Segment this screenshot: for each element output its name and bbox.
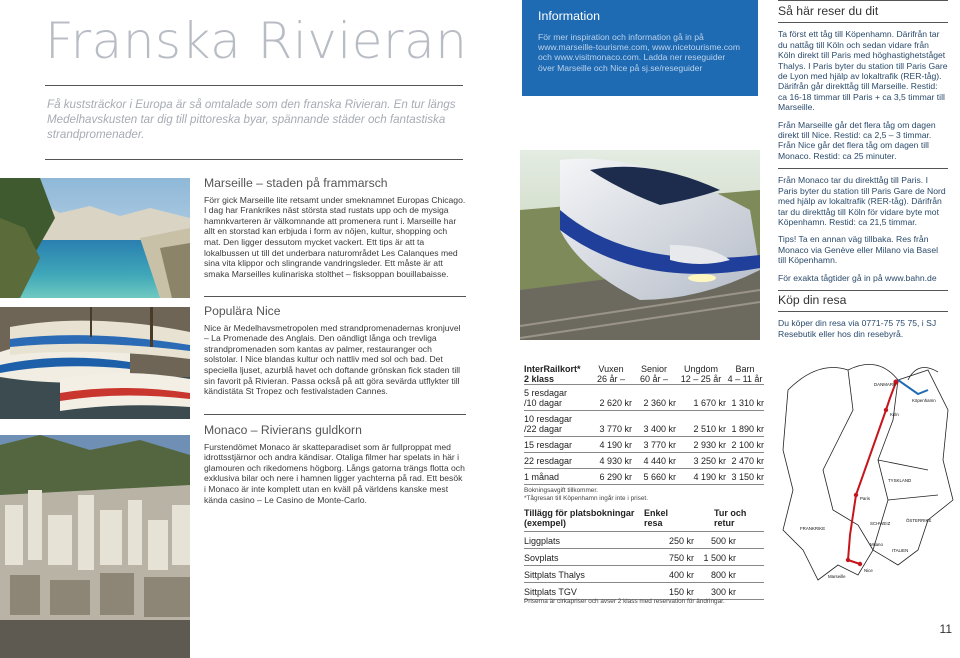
travel-divider (778, 168, 948, 169)
section-body: Furstendömet Monaco är skatteparadiset som är fullproppat med idrottsstjärnor och andra kändisar. Otaliga filmer har spelats in här i glamouren och rikedomens högborg. Långs gatorna trängs flotta och exklusiva bilar och nere i hamnen ligger yachterna på rad. Ett besök i Monaco är inte komplett utan en kväll på världens kanske mest kända casino – Le Casino de Monte-Carlo. (204, 441, 465, 505)
table-header-cell: Barn 4 – 11 år (727, 364, 763, 384)
interrail-price-table (524, 364, 764, 485)
travel-section (778, 6, 948, 290)
monaco-photo (0, 435, 190, 658)
table-header-cell: Enkel resa (644, 508, 669, 528)
map-label: ITALIEN (892, 548, 909, 553)
booking-rule (778, 290, 948, 291)
table-row: Sittplats Thalys 400 kr 800 kr (524, 566, 764, 583)
booking-divider (778, 311, 948, 312)
travel-heading: Så här reser du dit (778, 4, 879, 18)
table-row: Sovplats 750 kr 1 500 kr (524, 549, 764, 566)
travel-paragraph: Ta först ett tåg till Köpenhamn. Därifrån tar du nattåg till Köln och sedan vidare från Köln direkt till Paris med höghastighetståget Thalys. I Paris byter du station till Paris Gare de Lyon med hjälp av lokaltrafik (RER-tåg). Därifrån går direkttåg till Marseille. Restid: ca 16-18 timmar till Paris + ca 3,5 timmar till Marseille. (778, 29, 948, 113)
travel-top-rule (778, 0, 948, 1)
booking-heading: Köp din resa (778, 293, 847, 307)
section-nice (204, 306, 466, 397)
table-header-cell: InterRailkort* 2 klass (524, 364, 581, 384)
travel-paragraph: Från Marseille går det flera tåg om dagen direkt till Nice. Restid: ca 2,5 – 3 timmar. Från Nice går det flera tåg om dagen till Monaco. Restid: ca 25 minuter. (778, 119, 936, 161)
info-box (522, 0, 758, 96)
route-map (778, 350, 954, 606)
map-label: Nice (864, 568, 873, 573)
table-row: 10 resdagar /22 dagar 3 770 kr 3 400 kr 2 510 kr 1 890 kr (524, 411, 764, 437)
table-row: 1 månad 6 290 kr 5 660 kr 4 190 kr 3 150 kr (524, 469, 764, 485)
map-label: Köpenhamn (912, 398, 936, 403)
table-header-cell: Tur och retur (714, 508, 747, 528)
section-body: Förr gick Marseille lite retsamt under smeknamnet Europas Chicago. I dag har Frankrikes näst största stad rustats upp och de mysiga hamnkvarteren är välkomnande att promenera runt i. Marseille har allt en storstad kan erbjuda i form av nöjen, kultur, shopping och mat. Den ligger dessutom mycket vackert. Ett tips är att ta lokalbussen ut till det underbara naturområdet Les Calanques med sina vita klippor och slingrande vandringsleder. Ett måste är att smaka Marseilles kulinariska stolthet – fisksoppan bouillabaisse. (204, 194, 466, 279)
supplement-price-table (524, 508, 764, 600)
section-divider (204, 414, 466, 415)
section-marseille (204, 178, 466, 279)
table-header-cell: Tillägg för platsbokningar (exempel) (524, 508, 635, 528)
table-row: 22 resdagar 4 930 kr 4 440 kr 3 250 kr 2 470 kr (524, 453, 764, 469)
map-label: DANMARK (874, 382, 896, 387)
map-label: FRANKRIKE (800, 526, 826, 531)
travel-paragraph: Från Monaco tar du direkttåg till Paris. I Paris byter du station till Paris Gare de Nord med hjälp av lokaltrafik (RER-tåg). Därifrån tar du direkttåg till Köln för vidare byte mot Köpenhamn. Restid: ca 21,5 timmar. (778, 175, 946, 227)
booking-section (778, 295, 948, 346)
table-row: 5 resdagar /10 dagar 2 620 kr 2 360 kr 1 670 kr 1 310 kr (524, 385, 764, 411)
travel-paragraph: Tips! Ta en annan väg tillbaka. Res från Monaco via Genève eller Milano via Basel till Köpenhamn. (778, 234, 939, 266)
map-label: ÖSTERRIKE (906, 518, 932, 523)
table-row: Sittplats TGV 150 kr 300 kr (524, 583, 764, 600)
table-header-cell: Senior 60 år – (639, 364, 669, 384)
intro-divider (45, 159, 463, 160)
table-row: Liggplats 250 kr 500 kr (524, 532, 764, 549)
map-label: SCHWEIZ (870, 521, 891, 526)
supplement-footnote: Priserna är cirkapriser och avser 2 klass med reservation för ändringar. (524, 598, 725, 605)
section-body: Nice är Medelhavsmetropolen med strandpromenadernas kronjuvel – La Promenade des Anglais. Den oändligt långa och trevliga strandpromenaden som kantas av palmer, restauranger och solstolar. I Nice blandas kultur och nattliv med sol och bad. Det speciella ljuset, azurblå havet och doftande grönskan fick staden till sin favorit på Rivieran. Passa också på att göra sevärda utflykter till kändistäta St Tropez och festivalstaden Cannes. (204, 322, 461, 397)
page-title: Franska Rivieran (45, 12, 468, 70)
table-header-cell: Ungdom 12 – 25 år (680, 364, 722, 384)
section-divider (204, 296, 466, 297)
booking-body: Du köper din resa via 0771-75 75 75, i SJ Resebutik eller hos din resebyrå. (778, 318, 937, 339)
section-heading: Monaco – Rivierans guldkorn (204, 423, 362, 437)
map-label: TYSKLAND (888, 478, 912, 483)
travel-paragraph: För exakta tågtider gå in på www.bahn.de (778, 272, 937, 283)
table-header-row (524, 508, 764, 532)
table-header-row (524, 364, 764, 385)
section-heading: Populära Nice (204, 304, 281, 318)
table-row: 15 resdagar 4 190 kr 3 770 kr 2 930 kr 2 100 kr (524, 437, 764, 453)
travel-divider (778, 22, 948, 23)
info-body: För mer inspiration och information gå in på www.marseille-tourisme.com, www.nicetourisme.com och www.visitmonaco.com. Ladda ner reseguider över Marseille och Nice på sj.se/reseguider (538, 32, 740, 73)
table-footnote: Bokningsavgift tillkommer. *Tågresan till Köpenhamn ingår inte i priset. (524, 487, 648, 502)
info-heading: Information (538, 9, 600, 23)
map-label: Köln (890, 412, 899, 417)
title-divider (45, 85, 463, 86)
section-heading: Marseille – staden på frammarsch (204, 176, 388, 190)
table-header-cell: Vuxen 26 år – (596, 364, 626, 384)
page-number: 11 (939, 622, 952, 636)
intro-text: Få kuststräckor i Europa är så omtalade som den franska Rivieran. En tur längs Medelhavskusten tar dig till pittoreska byar, spännande städer och fantastiska strandpromenader. (47, 98, 456, 141)
map-label: Paris (860, 496, 871, 501)
calanques-photo (0, 178, 190, 298)
train-photo (520, 150, 760, 340)
section-monaco (204, 425, 466, 505)
boats-photo (0, 307, 190, 419)
map-label: Milano (870, 542, 883, 547)
map-label: Marseille (828, 574, 846, 579)
